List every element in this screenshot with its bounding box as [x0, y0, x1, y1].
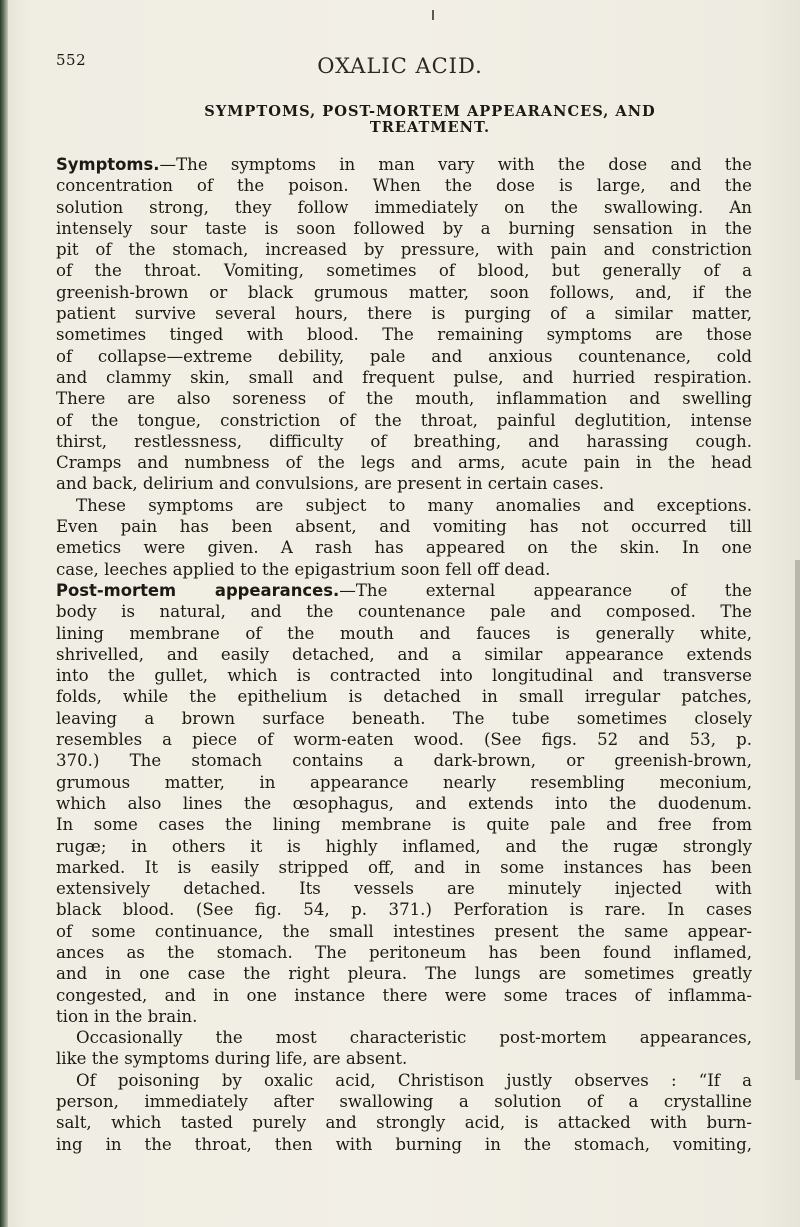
text-line [56, 1048, 752, 1069]
text-line [56, 239, 752, 260]
text-line [56, 346, 752, 367]
line-text: of some continuance, the small intestines present the same appear- [56, 921, 752, 941]
text-line [56, 516, 752, 537]
line-text: grumous matter, in appearance nearly resembling meconium, [56, 772, 752, 792]
text-line [56, 197, 752, 218]
line-text: case, leeches applied to the epigastrium soon fell off dead. [56, 559, 551, 579]
line-text: emetics were given. A rash has appeared on the skin. In one [56, 538, 752, 558]
text-line [56, 1027, 752, 1048]
line-text: extensively detached. Its vessels are minutely injected with [56, 879, 752, 899]
text-line [56, 431, 752, 452]
text-line [56, 729, 752, 750]
text-line [56, 921, 752, 942]
line-text: which also lines the œsophagus, and extends into the duodenum. [56, 793, 752, 813]
text-line [56, 260, 752, 281]
line-text: rugæ; in others it is highly inflamed, and the rugæ strongly [56, 836, 752, 856]
text-line [56, 686, 752, 707]
text-line [56, 495, 752, 516]
line-text: resembles a piece of worm-eaten wood. (See figs. 52 and 53, p. [56, 730, 752, 750]
line-text: and back, delirium and convulsions, are present in certain cases. [56, 474, 604, 494]
text-line [56, 814, 752, 835]
line-text: of the throat. Vomiting, sometimes of blood, but generally of a [56, 261, 752, 281]
line-text: and clammy skin, small and frequent pulse, and hurried respiration. [56, 367, 752, 387]
text-line [56, 537, 752, 558]
binding-edge [0, 0, 8, 1227]
text-line [56, 559, 752, 580]
line-text: shrivelled, and easily detached, and a similar appearance extends [56, 644, 752, 664]
line-text: person, immediately after swallowing a solution of a crystalline [56, 1092, 752, 1112]
text-line [56, 175, 752, 196]
line-text: —The external appearance of the [339, 580, 752, 600]
text-line [56, 1112, 752, 1133]
line-text: of the tongue, constriction of the throat, painful deglutition, intense [56, 410, 752, 430]
text-line [56, 623, 752, 644]
line-text: intensely sour taste is soon followed by a burning sensation in the [56, 218, 752, 238]
line-text: 370.) The stomach contains a dark-brown, or greenish-brown, [56, 751, 752, 771]
text-line [56, 836, 752, 857]
line-text: and in one case the right pleura. The lungs are sometimes greatly [56, 964, 752, 984]
text-line [56, 708, 752, 729]
text-line [56, 1091, 752, 1112]
line-text: Of poisoning by oxalic acid, Christison justly observes : “If a [76, 1070, 752, 1090]
text-line [56, 793, 752, 814]
text-line [56, 878, 752, 899]
line-text: lining membrane of the mouth and fauces is generally white, [56, 623, 752, 643]
line-text: of collapse—extreme debility, pale and anxious countenance, cold [56, 346, 752, 366]
line-text: In some cases the lining membrane is quite pale and free from [56, 815, 752, 835]
line-text: patient survive several hours, there is purging of a similar matter, [56, 304, 752, 324]
line-text: black blood. (See fig. 54, p. 371.) Perforation is rare. In cases [56, 900, 752, 920]
section-heading [120, 104, 740, 136]
line-text: salt, which tasted purely and strongly acid, is attacked with burn- [56, 1113, 752, 1133]
line-text: pit of the stomach, increased by pressure, with pain and constriction [56, 240, 752, 260]
text-line [56, 282, 752, 303]
text-line [56, 750, 752, 771]
line-text: ing in the throat, then with burning in the stomach, vomiting, [56, 1134, 752, 1154]
section-heading-line: TREATMENT. [369, 119, 491, 136]
text-line [56, 772, 752, 793]
text-line [56, 367, 752, 388]
line-text: like the symptoms during life, are absent. [56, 1049, 408, 1069]
text-line [56, 963, 752, 984]
line-text: into the gullet, which is contracted into longitudinal and transverse [56, 666, 752, 686]
text-line [56, 303, 752, 324]
text-line [56, 601, 752, 622]
line-text: sometimes tinged with blood. The remaining symptoms are those [56, 325, 752, 345]
text-line [56, 388, 752, 409]
text-line [56, 154, 752, 175]
section-heading-line: SYMPTOMS, POST-MORTEM APPEARANCES, AND [204, 103, 656, 120]
text-line [56, 218, 752, 239]
text-line [56, 942, 752, 963]
page-number: 552 [56, 51, 87, 69]
text-line [56, 1134, 752, 1155]
line-text: There are also soreness of the mouth, inflammation and swelling [56, 389, 752, 409]
text-line [56, 1070, 752, 1091]
line-text: solution strong, they follow immediately on the swallowing. An [56, 197, 752, 217]
page-edge-shadow [795, 560, 800, 1080]
running-head: OXALIC ACID. [317, 54, 483, 78]
line-text: Cramps and numbness of the legs and arms, acute pain in the head [56, 453, 752, 473]
line-text: Occasionally the most characteristic post-mortem appearances, [76, 1028, 752, 1048]
run-in-heading: Symptoms. [56, 155, 160, 174]
text-line [56, 665, 752, 686]
text-line [56, 324, 752, 345]
body-text [56, 154, 752, 1155]
line-text: congested, and in one instance there were some traces of inflamma- [56, 985, 752, 1005]
page-header [0, 48, 800, 82]
text-line [56, 473, 752, 494]
line-text: greenish-brown or black grumous matter, soon follows, and, if the [56, 282, 752, 302]
line-text: ances as the stomach. The peritoneum has been found inflamed, [56, 942, 752, 962]
line-text: These symptoms are subject to many anomalies and exceptions. [76, 495, 752, 515]
text-line [56, 1006, 752, 1027]
text-line [56, 644, 752, 665]
line-text: body is natural, and the countenance pale and composed. The [56, 602, 752, 622]
print-mark [432, 10, 434, 20]
line-text: Even pain has been absent, and vomiting has not occurred till [56, 517, 752, 537]
line-text: tion in the brain. [56, 1006, 198, 1026]
line-text: thirst, restlessness, difficulty of breathing, and harassing cough. [56, 431, 752, 451]
line-text: concentration of the poison. When the dose is large, and the [56, 176, 752, 196]
text-line [56, 985, 752, 1006]
line-text: folds, while the epithelium is detached in small irregular patches, [56, 687, 752, 707]
line-text: marked. It is easily stripped off, and in some instances has been [56, 857, 752, 877]
run-in-heading: Post-mortem appearances. [56, 580, 340, 600]
text-line [56, 899, 752, 920]
text-line [56, 452, 752, 473]
text-line [56, 580, 752, 601]
text-line [56, 410, 752, 431]
text-line [56, 857, 752, 878]
line-text: leaving a brown surface beneath. The tube sometimes closely [56, 708, 752, 728]
line-text: —The symptoms in man vary with the dose and the [159, 155, 752, 174]
